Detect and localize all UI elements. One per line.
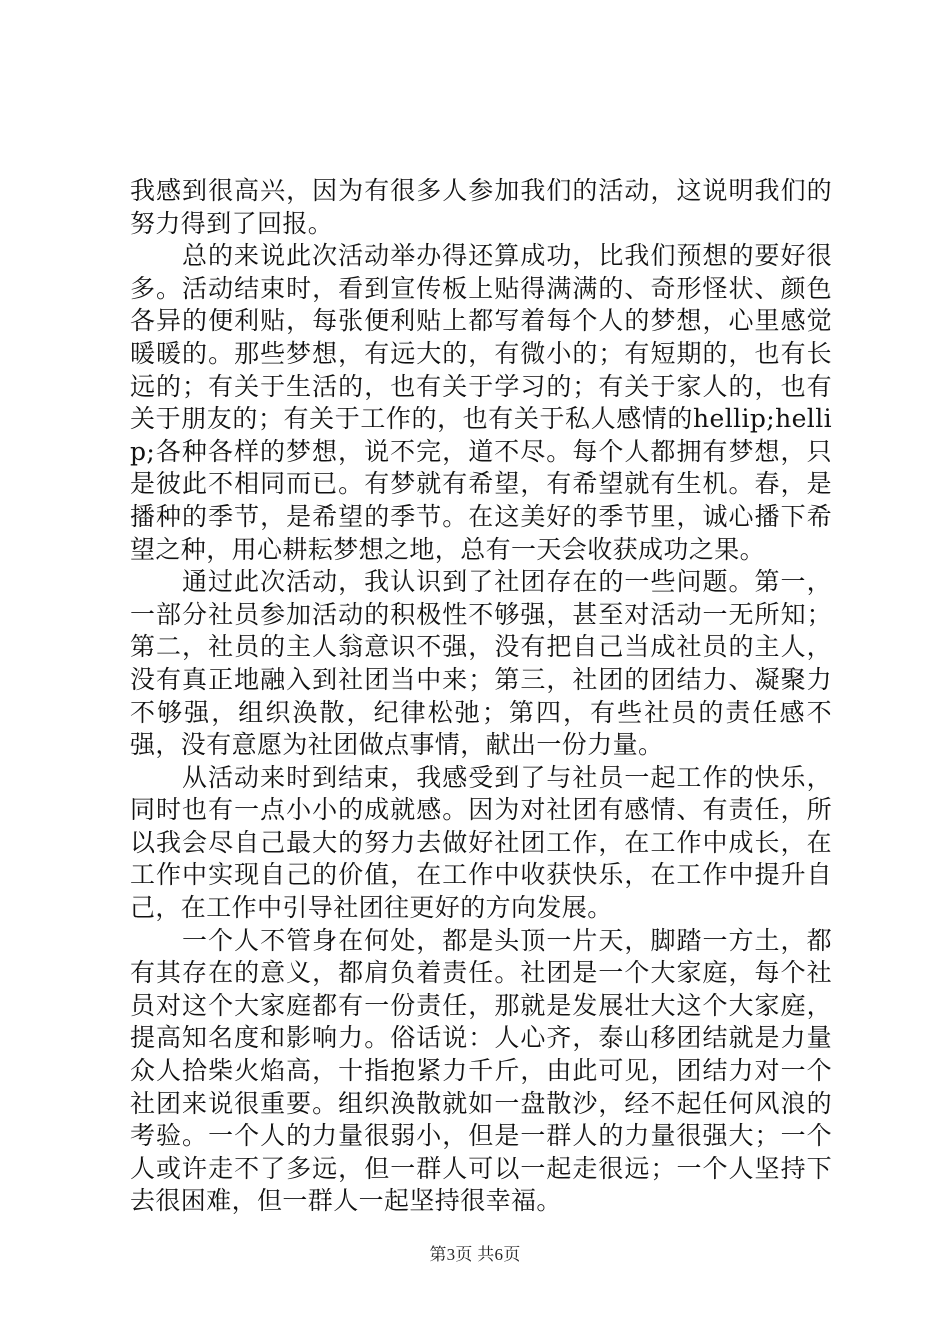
paragraph-unity: 一个人不管身在何处，都是头顶一片天，脚踏一方土，都有其存在的意义，都肩负着责任。社团是一个大家庭，每个社员对这个大家庭都有一份责任，那就是发展壮大这个大家庭，提高知名度和影响力。俗话说：人心齐，泰山移团结就是力量众人拾柴火焰高，十指抱紧力千斤，由此可见，团结力对一个社团来说很重要。组织涣散就如一盘散沙，经不起任何风浪的考验。一个人的力量很弱小，但是一群人的力量很强大；一个人或许走不了多远，但一群人可以一起走很远；一个人坚持下去很困难，但一群人一起坚持很幸福。 [130, 925, 832, 1216]
page-footer: 第3页 共6页 [429, 1245, 521, 1264]
paragraph-personal-feelings: 从活动来时到结束，我感受到了与社员一起工作的快乐，同时也有一点小小的成就感。因为对社团有感情、有责任，所以我会尽自己最大的努力去做好社团工作，在工作中成长，在工作中实现自己的价值，在工作中收获快乐，在工作中提升自己，在工作中引导社团往更好的方向发展。 [130, 762, 832, 923]
paragraph-club-problems: 通过此次活动，我认识到了社团存在的一些问题。第一，一部分社员参加活动的积极性不够强，甚至对活动一无所知；第二，社员的主人翁意识不强，没有把自己当成社员的主人，没有真正地融入到社团当中来；第三，社团的团结力、凝聚力不够强，组织涣散，纪律松弛；第四，有些社员的责任感不强，没有意愿为社团做点事情，献出一份力量。 [130, 567, 832, 760]
paragraph-continuation: 我感到很高兴，因为有很多人参加我们的活动，这说明我们的努力得到了回报。 [130, 176, 832, 238]
document-body [130, 175, 832, 1218]
paragraph-activity-summary: 总的来说此次活动举办得还算成功，比我们预想的要好很多。活动结束时，看到宣传板上贴得满满的、奇形怪状、颜色各异的便利贴，每张便利贴上都写着每个人的梦想，心里感觉暖暖的。那些梦想，有远大的，有微小的；有短期的，也有长远的；有关于生活的，也有关于学习的；有关于家人的，也有关于朋友的；有关于工作的，也有关于私人感情的hellip;hellip;各种各样的梦想，说不完，道不尽。每个人都拥有梦想，只是彼此不相同而已。有梦就有希望，有希望就有生机。春，是播种的季节，是希望的季节。在这美好的季节里，诚心播下希望之种，用心耕耘梦想之地，总有一天会收获成功之果。 [130, 241, 832, 564]
